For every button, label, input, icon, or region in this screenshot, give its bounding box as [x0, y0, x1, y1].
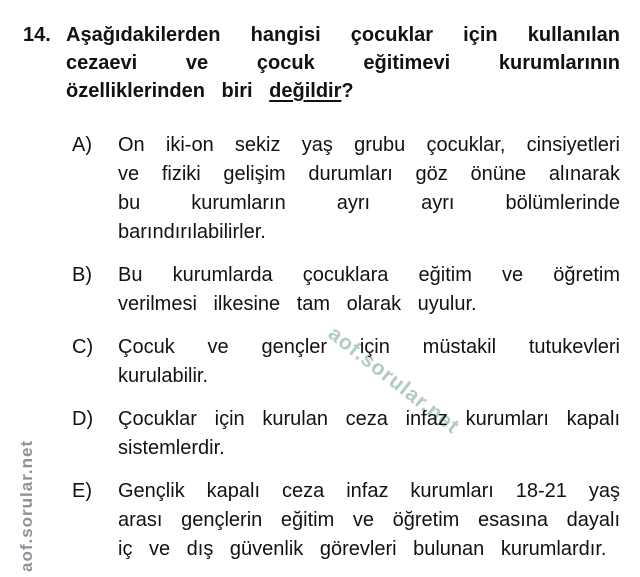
option-row-d — [72, 405, 620, 463]
option-row-a — [72, 131, 620, 247]
option-letter-c: C) — [72, 336, 94, 358]
question-number: 14. — [23, 24, 51, 46]
option-text-a: On iki-on sekiz yaş grubu çocuklar, cinsiyetleri ve fiziki gelişim durumları göz önüne alınarak bu kurumların ayrı ayrı bölümlerinde barındırılabilirler. — [118, 134, 620, 243]
option-letter-d: D) — [72, 408, 94, 430]
question-suffix: ? — [341, 80, 354, 102]
question-block — [23, 21, 620, 105]
watermark-vertical: aof.sorular.net — [17, 439, 36, 572]
option-row-c — [72, 333, 620, 391]
question-content — [0, 21, 640, 564]
option-row-b — [72, 261, 620, 319]
question-text-main: Aşağıdakilerden hangisi çocuklar için kullanılan cezaevi ve çocuk eğitimevi kurumlarının özelliklerinden biri — [66, 24, 620, 102]
question-underlined-word: değildir — [269, 80, 342, 102]
option-letter-b: B) — [72, 264, 92, 286]
option-text-d: Çocuklar için kurulan ceza infaz kurumları kapalı sistemlerdir. — [118, 408, 620, 459]
question-text — [66, 21, 620, 105]
option-letter-e: E) — [72, 480, 92, 502]
option-letter-a: A) — [72, 134, 92, 156]
option-text-e: Gençlik kapalı ceza infaz kurumları 18-21 yaş arası gençlerin eğitim ve öğretim esasına dayalı iç ve dış güvenlik görevleri bulunan kurumlardır. — [118, 480, 620, 560]
watermark-diagonal: aof.sorular.net — [323, 322, 464, 439]
option-text-b: Bu kurumlarda çocuklara eğitim ve öğretim verilmesi ilkesine tam olarak uyulur. — [118, 264, 620, 315]
options-list — [0, 131, 640, 564]
option-row-e — [72, 477, 620, 564]
option-text-c: Çocuk ve gençler için müstakil tutukevleri kurulabilir. — [118, 336, 620, 387]
